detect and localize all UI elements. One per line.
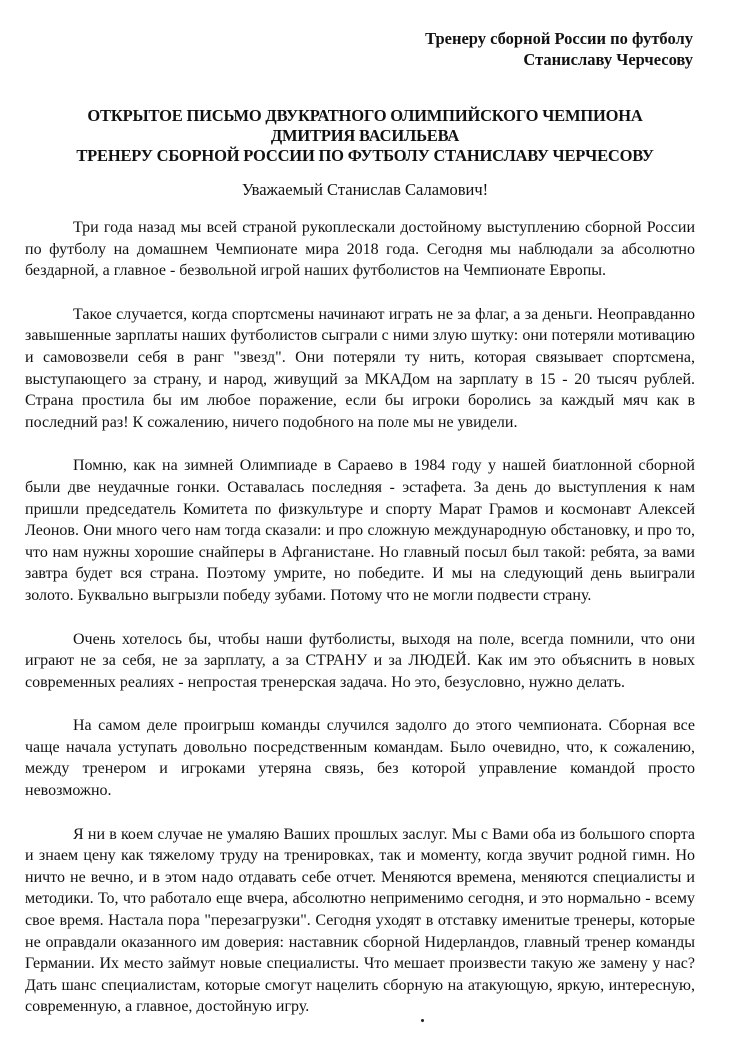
addressee-block: [425, 28, 693, 70]
paragraph-1: Три года назад мы всей страной рукоплескали достойному выступлению сборной России по футболу на домашнем Чемпионате мира 2018 года. Сегодня мы наблюдали за абсолютно бездарной, а главное - безвольной игрой наших футболистов на Чемпионате Европы.: [25, 219, 695, 280]
paragraph-5: На самом деле проигрыш команды случился задолго до этого чемпионата. Сборная все чаще начала уступать довольно посредственным командам. Было очевидно, что, к сожалению, между тренером и игроками утеряна связь, без которой управление командой просто невозможно.: [25, 717, 695, 800]
scan-artifact-dot: [421, 1019, 424, 1022]
addressee-line-2: Станиславу Черчесову: [523, 50, 693, 69]
letter-title: [0, 106, 730, 166]
salutation: Уважаемый Станислав Саламович!: [241, 180, 489, 199]
title-line-1: ОТКРЫТОЕ ПИСЬМО ДВУКРАТНОГО ОЛИМПИЙСКОГО ЧЕМПИОНА: [87, 106, 643, 125]
title-line-3: ТРЕНЕРУ СБОРНОЙ РОССИИ ПО ФУТБОЛУ СТАНИСЛАВУ ЧЕРЧЕСОВУ: [76, 146, 654, 165]
paragraph-6: Я ни в коем случае не умаляю Ваших прошлых заслуг. Мы с Вами оба из большого спорта и знаем цену как тяжелому труду на тренировках, так и моменту, когда звучит родной гимн. Но ничто не вечно, и в этом надо отдавать себе отчет. Меняются времена, меняются специалисты и методики. То, что работало еще вчера, абсолютно неприменимо сегодня, и это нормально - всему свое время. Настала пора "перезагрузки". Сегодня уходят в отставку именитые тренеры, которые не оправдали оказанного им доверия: наставник сборной Нидерландов, главный тренер команды Германии. Их место займут новые специалисты. Что мешает произвести такую же замену у нас? Дать шанс специалистам, которые смогут нацелить сборную на атакующую, яркую, интересную, современную, а главное, достойную игру.: [25, 825, 695, 1016]
addressee-line-1: Тренеру сборной России по футболу: [425, 29, 693, 48]
paragraph-2: Такое случается, когда спортсмены начинают играть не за флаг, а за деньги. Неоправданно завышенные зарплаты наших футболистов сыграли с ними злую шутку: они потеряли мотивацию и самовозвели себя в ранг "звезд". Они потеряли ту нить, которая связывает спортсмена, выступающего за страну, и народ, живущий за МКАДом на зарплату в 15 - 20 тысяч рублей. Страна простила бы им любое поражение, если бы игроки боролись за каждый мяч как в последний раз! К сожалению, ничего подобного на поле мы не увидели.: [25, 305, 695, 431]
letter-body: [25, 217, 695, 1040]
paragraph-4: Очень хотелось бы, чтобы наши футболисты, выходя на поле, всегда помнили, что они играют не за себя, не за зарплату, а за СТРАНУ и за ЛЮДЕЙ. Как им это объяснить в новых современных реалиях - непростая тренерская задача. Но это, безусловно, нужно делать.: [25, 630, 695, 691]
title-line-2: ДМИТРИЯ ВАСИЛЬЕВА: [270, 126, 460, 145]
paragraph-3: Помню, как на зимней Олимпиаде в Сараево в 1984 году у нашей биатлонной сборной были две неудачные гонки. Оставалась последняя - эстафета. За день до выступления к нам пришли председатель Комитета по физкультуре и спорту Марат Грамов и космонавт Алексей Леонов. Они много чего нам тогда сказали: и про сложную международную обстановку, и про то, что нам нужны хорошие снайперы в Афганистане. Но главный посыл был такой: ребята, за вами завтра будет вся страна. Поэтому умрите, но победите. И мы на следующий день выиграли золото. Буквально выгрызли победу зубами. Потому что не могли подвести страну.: [25, 457, 695, 604]
